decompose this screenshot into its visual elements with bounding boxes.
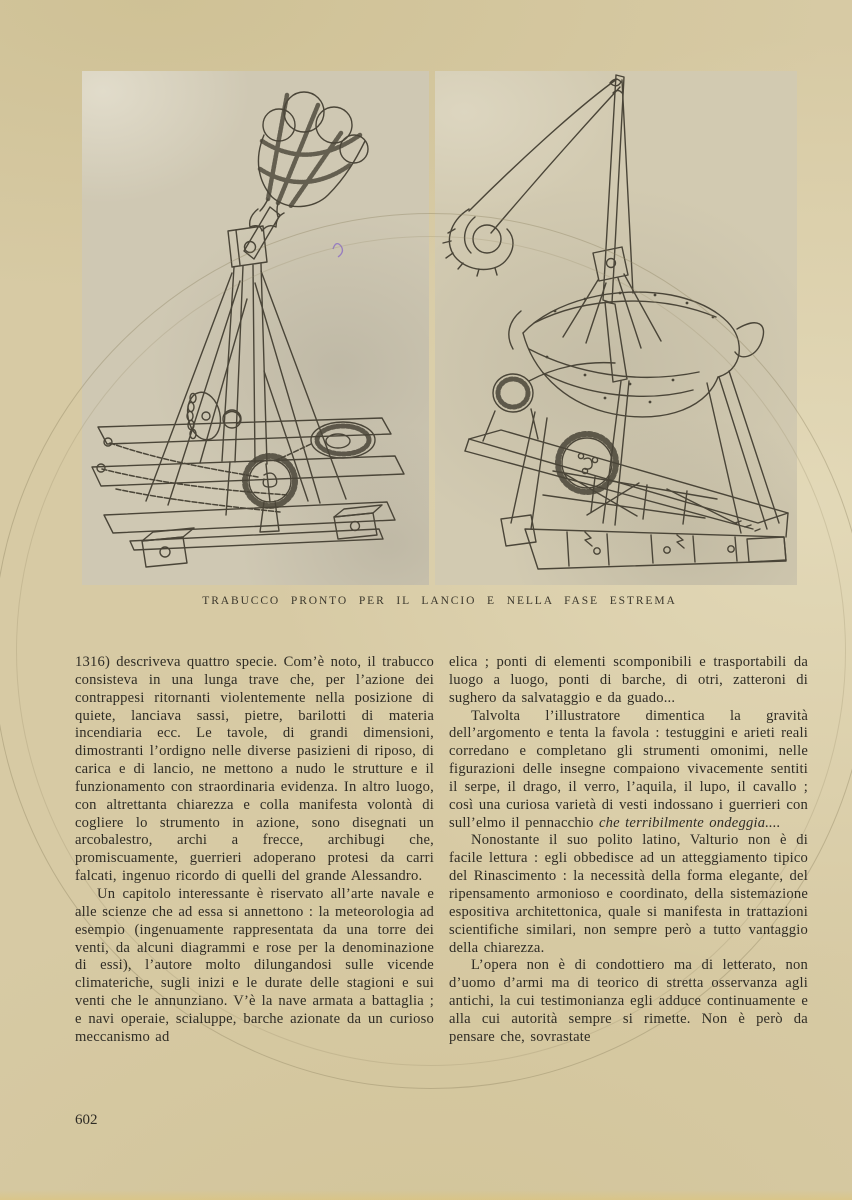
plate-trebuchet-extreme	[435, 71, 797, 585]
paragraph-favola-roman: Talvolta l’illustratore dimentica la gravità dell’argomento e tenta la favola : testuggini e arieti reali corredano e completano gli strumenti omonimi, nelle figurazioni delle insegne compaiono vivacemente sentiti il serpe, il drago, il verro, l’aquila, il lupo, il cavallo ; così una curiosa varietà di vesti indossano i guerrieri con sull’elmo il pennacchio	[449, 707, 808, 831]
plate-trebuchet-ready	[82, 71, 429, 585]
text-columns	[75, 654, 808, 1047]
support-struts	[511, 371, 779, 533]
paragraph-elica: elica ; ponti di elementi scomponibili e trasportabili da luogo a luogo, ponti di barche, di otri, zatteroni di sughero da salvataggio e da guado...	[449, 654, 808, 706]
text-column-right	[449, 654, 808, 1047]
figure-caption: TRABUCCO PRONTO PER IL LANCIO E NELLA FASE ESTREMA	[202, 595, 677, 607]
trebuchet-release-drawing	[435, 71, 797, 585]
gear-wheel	[558, 434, 616, 492]
trebuchet-ready-drawing	[82, 71, 429, 585]
text-column-left	[75, 654, 434, 1047]
raised-arm	[603, 75, 633, 382]
rope-coil	[311, 422, 375, 458]
paragraph-favola	[449, 708, 808, 833]
base-platform	[465, 430, 788, 569]
page-number: 602	[75, 1112, 98, 1128]
paragraph-trabucco: 1316) descriveva quattro specie. Com’è noto, il trabucco consisteva in una lunga trave che, per l’azione dei contrappesi ritornanti violentemente nella posizione di quiete, lanciava sassi, pietre, barilotti di materia incendiaria ecc. Le tavole, di grandi dimensioni, dimostranti l’ordigno nelle diverse pasizieni di riposo, di carica e di lancio, ne mettono a nudo le strutture e il funzionamento con straordinaria evidenza. In altro luogo, con altrettanta chiarezza e colla manifesta volontà di cogliere lo strumento in azione, sono disegnati un arcobalestro, archi a frecce, archibugi che, promiscuamente, guerrieri adoperano protesi da carri falcati, ingenuo ricordo di quelli del grande Alessandro.	[75, 654, 434, 885]
winch-drum	[483, 363, 615, 441]
paragraph-favola-italic: che terribilmente ondeggia....	[598, 814, 781, 831]
paragraph-capitolo-navale: Un capitolo interessante è riservato all’arte navale e alle scienze che ad essa si annettono : la meteorologia ad esempio (ingenuamente rappresentata da una torre dei venti, da alcuni diagrammi e rose per la denominazione di essi), l’autore molto dilungandosi sulle vicende climateriche, sugli inizi e le durate delle stagioni e sui venti che le annunziano. V’è la nave armata a battaglia ; e navi operaie, scialuppe, barche azionate da un curioso meccanismo ad	[75, 885, 434, 1045]
tower-frame	[146, 226, 346, 505]
throwing-arm	[244, 207, 280, 259]
windlass-drum	[183, 389, 241, 443]
paragraph-opera: L’opera non è di condottiero ma di letterato, non d’uomo d’armi ma di teorico di stretta osservanza agli antichi, la cui testimonianza egli adduce continuamente e alla cui autorità sempre si rimette. Non è però da pensare che, sovrastate	[449, 957, 808, 1045]
handwritten-mark	[333, 244, 342, 257]
paragraph-valturio: Nonostante il suo polito latino, Valturio non è di facile lettura : egli obbedisce ad un atteggiamento tipico del Rinascimento : la necessità della forma elegante, del ripensamento armonioso e coordinato, della sistemazione espositiva architettonica, quale si manifesta in trattazioni scientifiche similari, non sempre però a tutto vantaggio della chiarezza.	[449, 832, 808, 956]
sling-and-projectile	[443, 79, 620, 276]
